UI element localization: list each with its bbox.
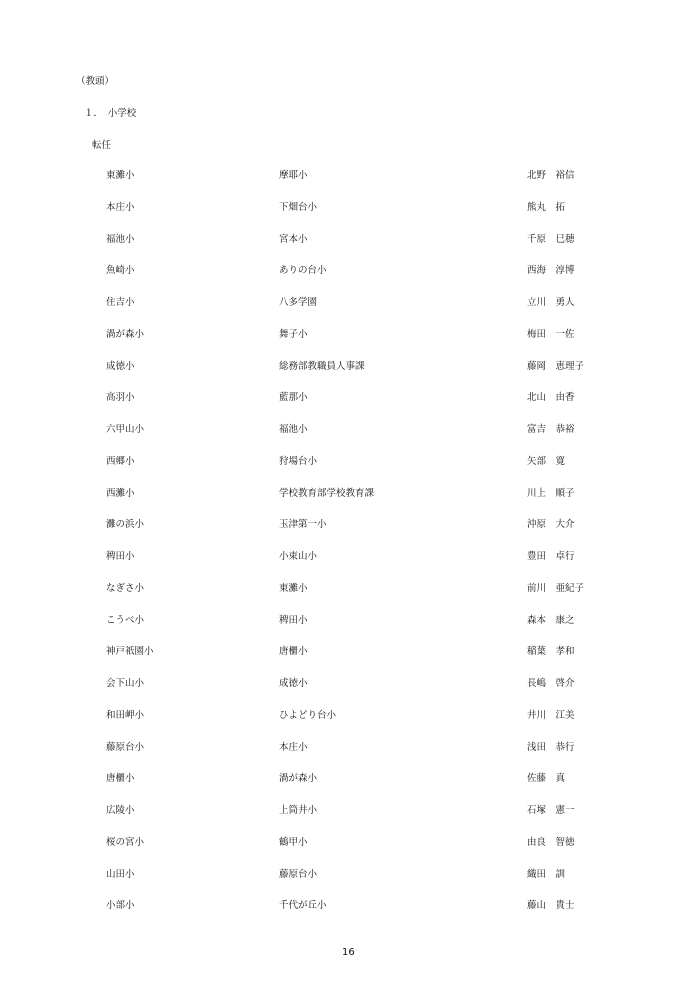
to-school: 下畑台小 <box>279 201 318 213</box>
transfer-row <box>0 262 700 294</box>
from-school: 本庄小 <box>106 201 135 213</box>
person-name: 千原 巳穂 <box>527 233 575 245</box>
to-school: 小束山小 <box>279 551 318 562</box>
to-school: 八多学園 <box>279 297 318 308</box>
from-school: 魚崎小 <box>106 265 135 277</box>
to-school: 上筒井小 <box>279 805 318 816</box>
to-school: 福池小 <box>279 424 308 435</box>
from-school: こうべ小 <box>106 614 145 626</box>
from-school: 西郷小 <box>106 455 135 467</box>
to-school: ありの台小 <box>279 265 327 277</box>
transfer-row <box>0 548 700 580</box>
person-name: 佐藤 真 <box>527 773 566 785</box>
from-school: 和田岬小 <box>106 709 145 721</box>
person-name: 前川 亜紀子 <box>527 582 585 594</box>
to-school: 鶴甲小 <box>279 836 308 848</box>
from-school: 成徳小 <box>106 360 135 372</box>
person-name: 川上 順子 <box>527 487 575 499</box>
person-name: 富吉 恭裕 <box>527 424 575 435</box>
transfer-row <box>0 294 700 326</box>
transfer-row <box>0 326 700 358</box>
person-name: 藤岡 恵理子 <box>527 360 585 372</box>
transfer-row <box>0 580 700 612</box>
from-school: 唐櫃小 <box>106 773 135 785</box>
from-school: 灘の浜小 <box>106 519 145 531</box>
person-name: 森本 康之 <box>527 614 575 626</box>
from-school: 神戸祇園小 <box>106 646 154 658</box>
from-school: 渦が森小 <box>106 328 145 340</box>
person-name: 稲葉 孝和 <box>527 646 575 658</box>
to-school: 稗田小 <box>279 614 308 626</box>
person-name: 浅田 恭行 <box>527 741 575 753</box>
from-school: 会下山小 <box>106 678 145 689</box>
person-name: 西海 淳博 <box>527 265 575 277</box>
to-school: 唐櫃小 <box>279 646 308 658</box>
from-school: 東灘小 <box>106 170 135 181</box>
from-school: 桜の宮小 <box>106 836 145 848</box>
transfer-row <box>0 358 700 390</box>
transfer-row <box>0 453 700 485</box>
to-school: 藤原台小 <box>279 868 318 880</box>
transfer-row <box>0 834 700 866</box>
transfer-row <box>0 231 700 263</box>
from-school: 福池小 <box>106 233 135 245</box>
from-school: 藤原台小 <box>106 741 145 753</box>
from-school: 六甲山小 <box>106 424 145 435</box>
to-school: 本庄小 <box>279 741 308 753</box>
transfer-row <box>0 167 700 199</box>
transfer-row <box>0 643 700 675</box>
to-school: 摩耶小 <box>279 170 308 181</box>
from-school: 小部小 <box>106 900 135 912</box>
to-school: 渦が森小 <box>279 773 318 785</box>
person-name: 長嶋 啓介 <box>527 678 575 689</box>
person-name: 井川 江美 <box>527 709 575 721</box>
transfer-row <box>0 897 700 929</box>
person-name: 梅田 一佐 <box>527 328 575 340</box>
transfer-row <box>0 802 700 834</box>
transfer-row <box>0 516 700 548</box>
to-school: 成徳小 <box>279 678 308 689</box>
to-school: 東灘小 <box>279 582 308 594</box>
to-school: 総務部教職員人事課 <box>279 360 365 372</box>
transfer-row <box>0 199 700 231</box>
transfer-row <box>0 707 700 739</box>
school-level-heading: １． 小学校 <box>84 108 137 119</box>
from-school: 西灘小 <box>106 487 135 499</box>
transfer-row <box>0 421 700 453</box>
person-name: 石塚 憲一 <box>527 805 575 816</box>
person-name: 立川 勇人 <box>527 297 575 308</box>
transfer-row <box>0 739 700 771</box>
transfer-list <box>0 167 700 929</box>
section-heading: （教頭） <box>76 76 115 87</box>
page-number: 16 <box>342 947 355 958</box>
to-school: 藍那小 <box>279 392 308 404</box>
transfer-row <box>0 770 700 802</box>
person-name: 矢部 寛 <box>527 455 566 467</box>
transfer-row <box>0 485 700 517</box>
to-school: 舞子小 <box>279 328 308 340</box>
person-name: 北野 裕信 <box>527 170 575 181</box>
from-school: 広陵小 <box>106 805 135 816</box>
person-name: 豊田 卓行 <box>527 551 575 562</box>
from-school: なぎさ小 <box>106 582 145 594</box>
person-name: 北山 由香 <box>527 392 575 404</box>
to-school: 玉津第一小 <box>279 519 327 531</box>
category-heading: 転任 <box>92 140 112 151</box>
transfer-row <box>0 675 700 707</box>
person-name: 熊丸 拓 <box>527 201 566 213</box>
to-school: 宮本小 <box>279 233 308 245</box>
person-name: 織田 訓 <box>527 868 566 880</box>
person-name: 沖原 大介 <box>527 519 575 531</box>
from-school: 高羽小 <box>106 392 135 404</box>
to-school: 学校教育部学校教育課 <box>279 487 375 499</box>
transfer-row <box>0 389 700 421</box>
to-school: 千代が丘小 <box>279 900 327 912</box>
transfer-row <box>0 612 700 644</box>
person-name: 藤山 貴士 <box>527 900 575 912</box>
transfer-row <box>0 866 700 898</box>
from-school: 稗田小 <box>106 551 135 562</box>
to-school: ひよどり台小 <box>279 709 337 721</box>
person-name: 由良 智徳 <box>527 836 575 848</box>
to-school: 狩場台小 <box>279 455 318 467</box>
from-school: 山田小 <box>106 868 135 880</box>
from-school: 住吉小 <box>106 297 135 308</box>
